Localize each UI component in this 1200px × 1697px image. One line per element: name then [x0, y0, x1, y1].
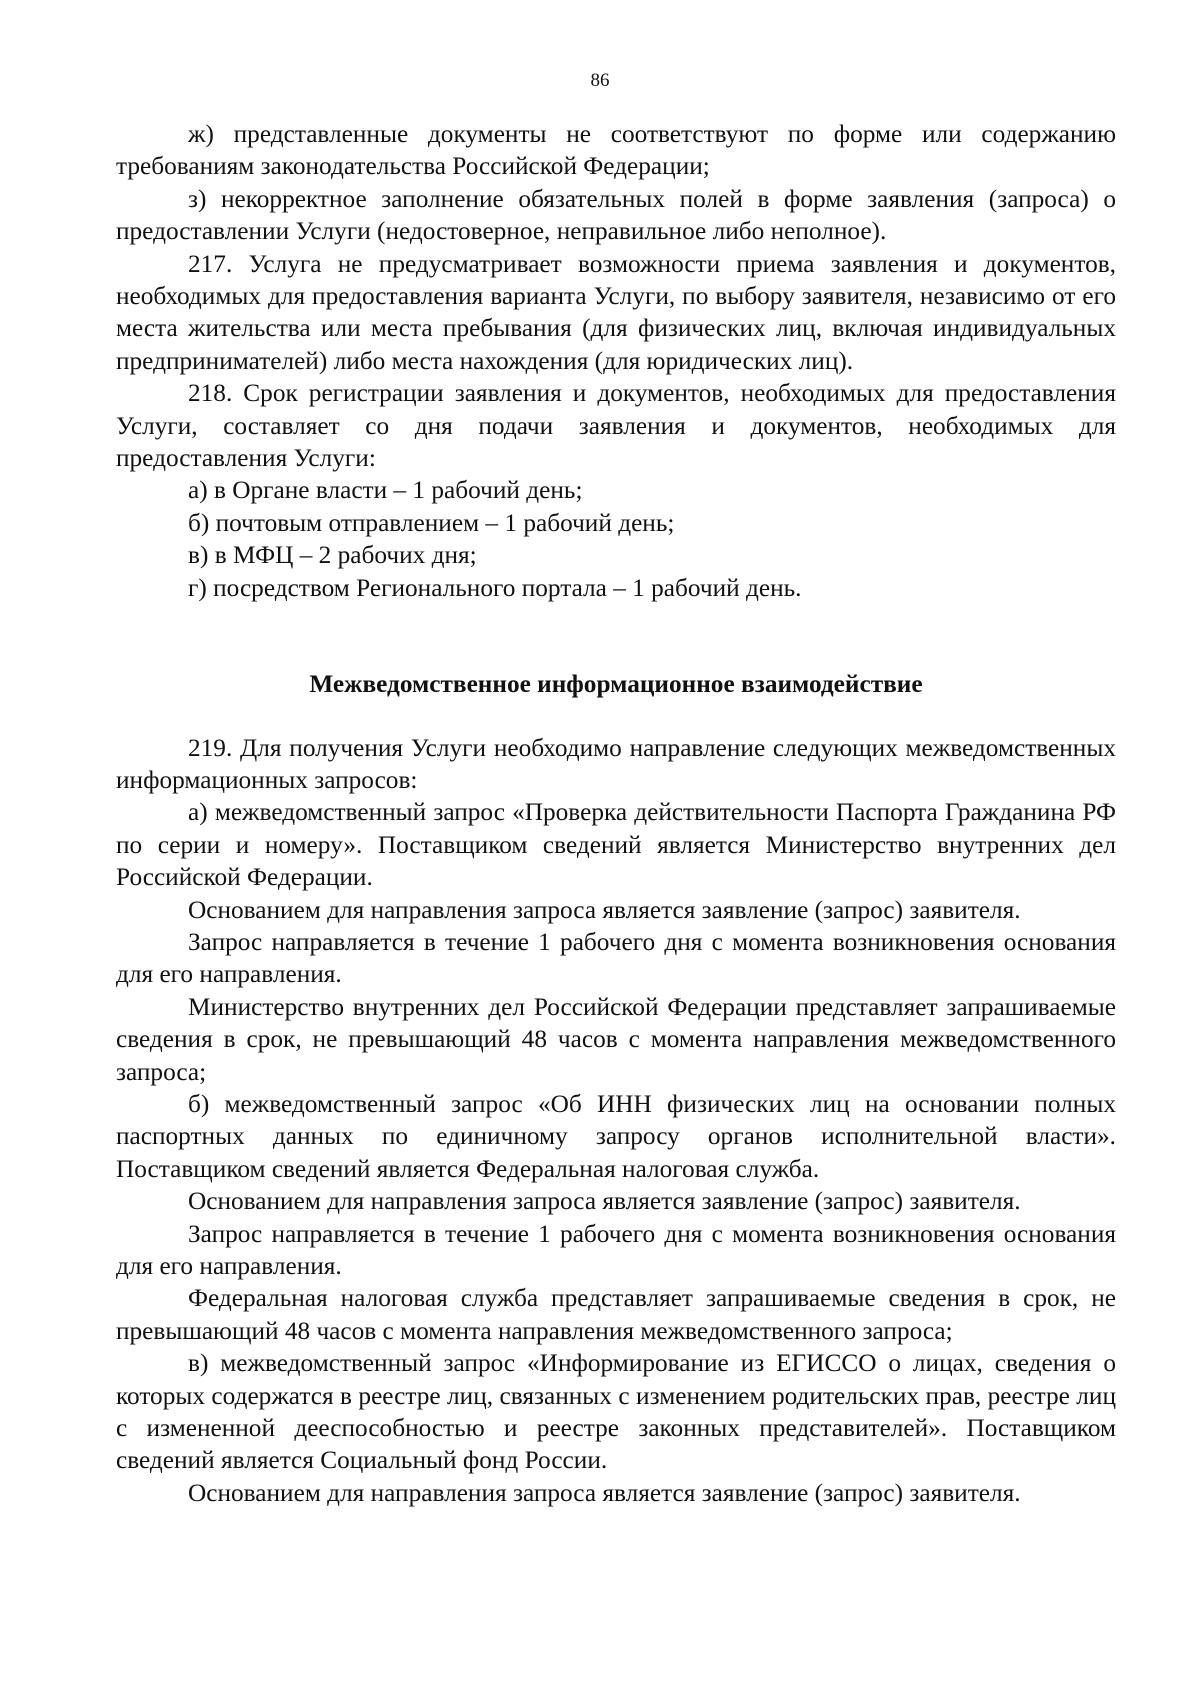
request-a: а) межведомственный запрос «Проверка действительности Паспорта Гражданина РФ по серии и номеру». Поставщиком сведений является Министерство внутренних дел Российской Федерации. — [116, 798, 1116, 892]
request-b: б) межведомственный запрос «Об ИНН физических лиц на основании полных паспортных данных по единичному запросу органов исполнительной власти». Поставщиком сведений является Федеральная налоговая служба. — [116, 1089, 1116, 1183]
page-content — [116, 118, 1116, 1509]
paragraph-item-z: з) некорректное заполнение обязательных полей в форме заявления (запроса) о предоставлении Услуги (недостоверное, неправильное либо неполное). — [116, 184, 1116, 246]
list-item-v: в) в МФЦ – 2 рабочих дня; — [188, 541, 477, 570]
request-a-deadline: Запрос направляется в течение 1 рабочего дня с момента возникновения основания для его направления. — [116, 927, 1116, 989]
request-b-response: Федеральная налоговая служба представляет запрашиваемые сведения в срок, не превышающий 48 часов с момента направления межведомственного запроса; — [116, 1284, 1116, 1345]
list-item-b: б) почтовым отправлением – 1 рабочий день; — [188, 508, 675, 537]
list-item-a: а) в Органе власти – 1 рабочий день; — [188, 476, 583, 505]
section-heading: Межведомственное информационное взаимодействие — [309, 670, 923, 699]
request-v: в) межведомственный запрос «Информирование из ЕГИССО о лицах, сведения о которых содержатся в реестре лиц, связанных с изменением родительских прав, реестре лиц с измененной дееспособностью и реестре законных представителей». Поставщиком сведений является Социальный фонд России. — [116, 1349, 1116, 1475]
request-a-response: Министерство внутренних дел Российской Федерации представляет запрашиваемые сведения в срок, не превышающий 48 часов с момента направления межведомственного запроса; — [116, 992, 1116, 1086]
page-number: 86 — [590, 70, 610, 91]
list-item-g: г) посредством Регионального портала – 1 рабочий день. — [188, 573, 802, 602]
paragraph-218: 218. Срок регистрации заявления и документов, необходимых для предоставления Услуги, составляет со дня подачи заявления и документов, необходимых для предоставления Услуги: — [116, 379, 1116, 473]
paragraph-217: 217. Услуга не предусматривает возможности приема заявления и документов, необходимых для предоставления варианта Услуги, по выбору заявителя, независимо от его места жительства или места пребывания (для физических лиц, включая индивидуальных предпринимателей) либо места нахождения (для юридических лиц). — [116, 249, 1116, 375]
request-v-basis: Основанием для направления запроса является заявление (запрос) заявителя. — [188, 1478, 1021, 1507]
paragraph-219: 219. Для получения Услуги необходимо направление следующих межведомственных информационных запросов: — [116, 733, 1116, 794]
request-b-deadline: Запрос направляется в течение 1 рабочего дня с момента возникновения основания для его направления. — [116, 1219, 1116, 1280]
request-a-basis: Основанием для направления запроса является заявление (запрос) заявителя. — [188, 895, 1021, 924]
request-b-basis: Основанием для направления запроса является заявление (запрос) заявителя. — [188, 1187, 1021, 1216]
paragraph-item-zh: ж) представленные документы не соответствуют по форме или содержанию требованиям законодательства Российской Федерации; — [116, 120, 1116, 181]
